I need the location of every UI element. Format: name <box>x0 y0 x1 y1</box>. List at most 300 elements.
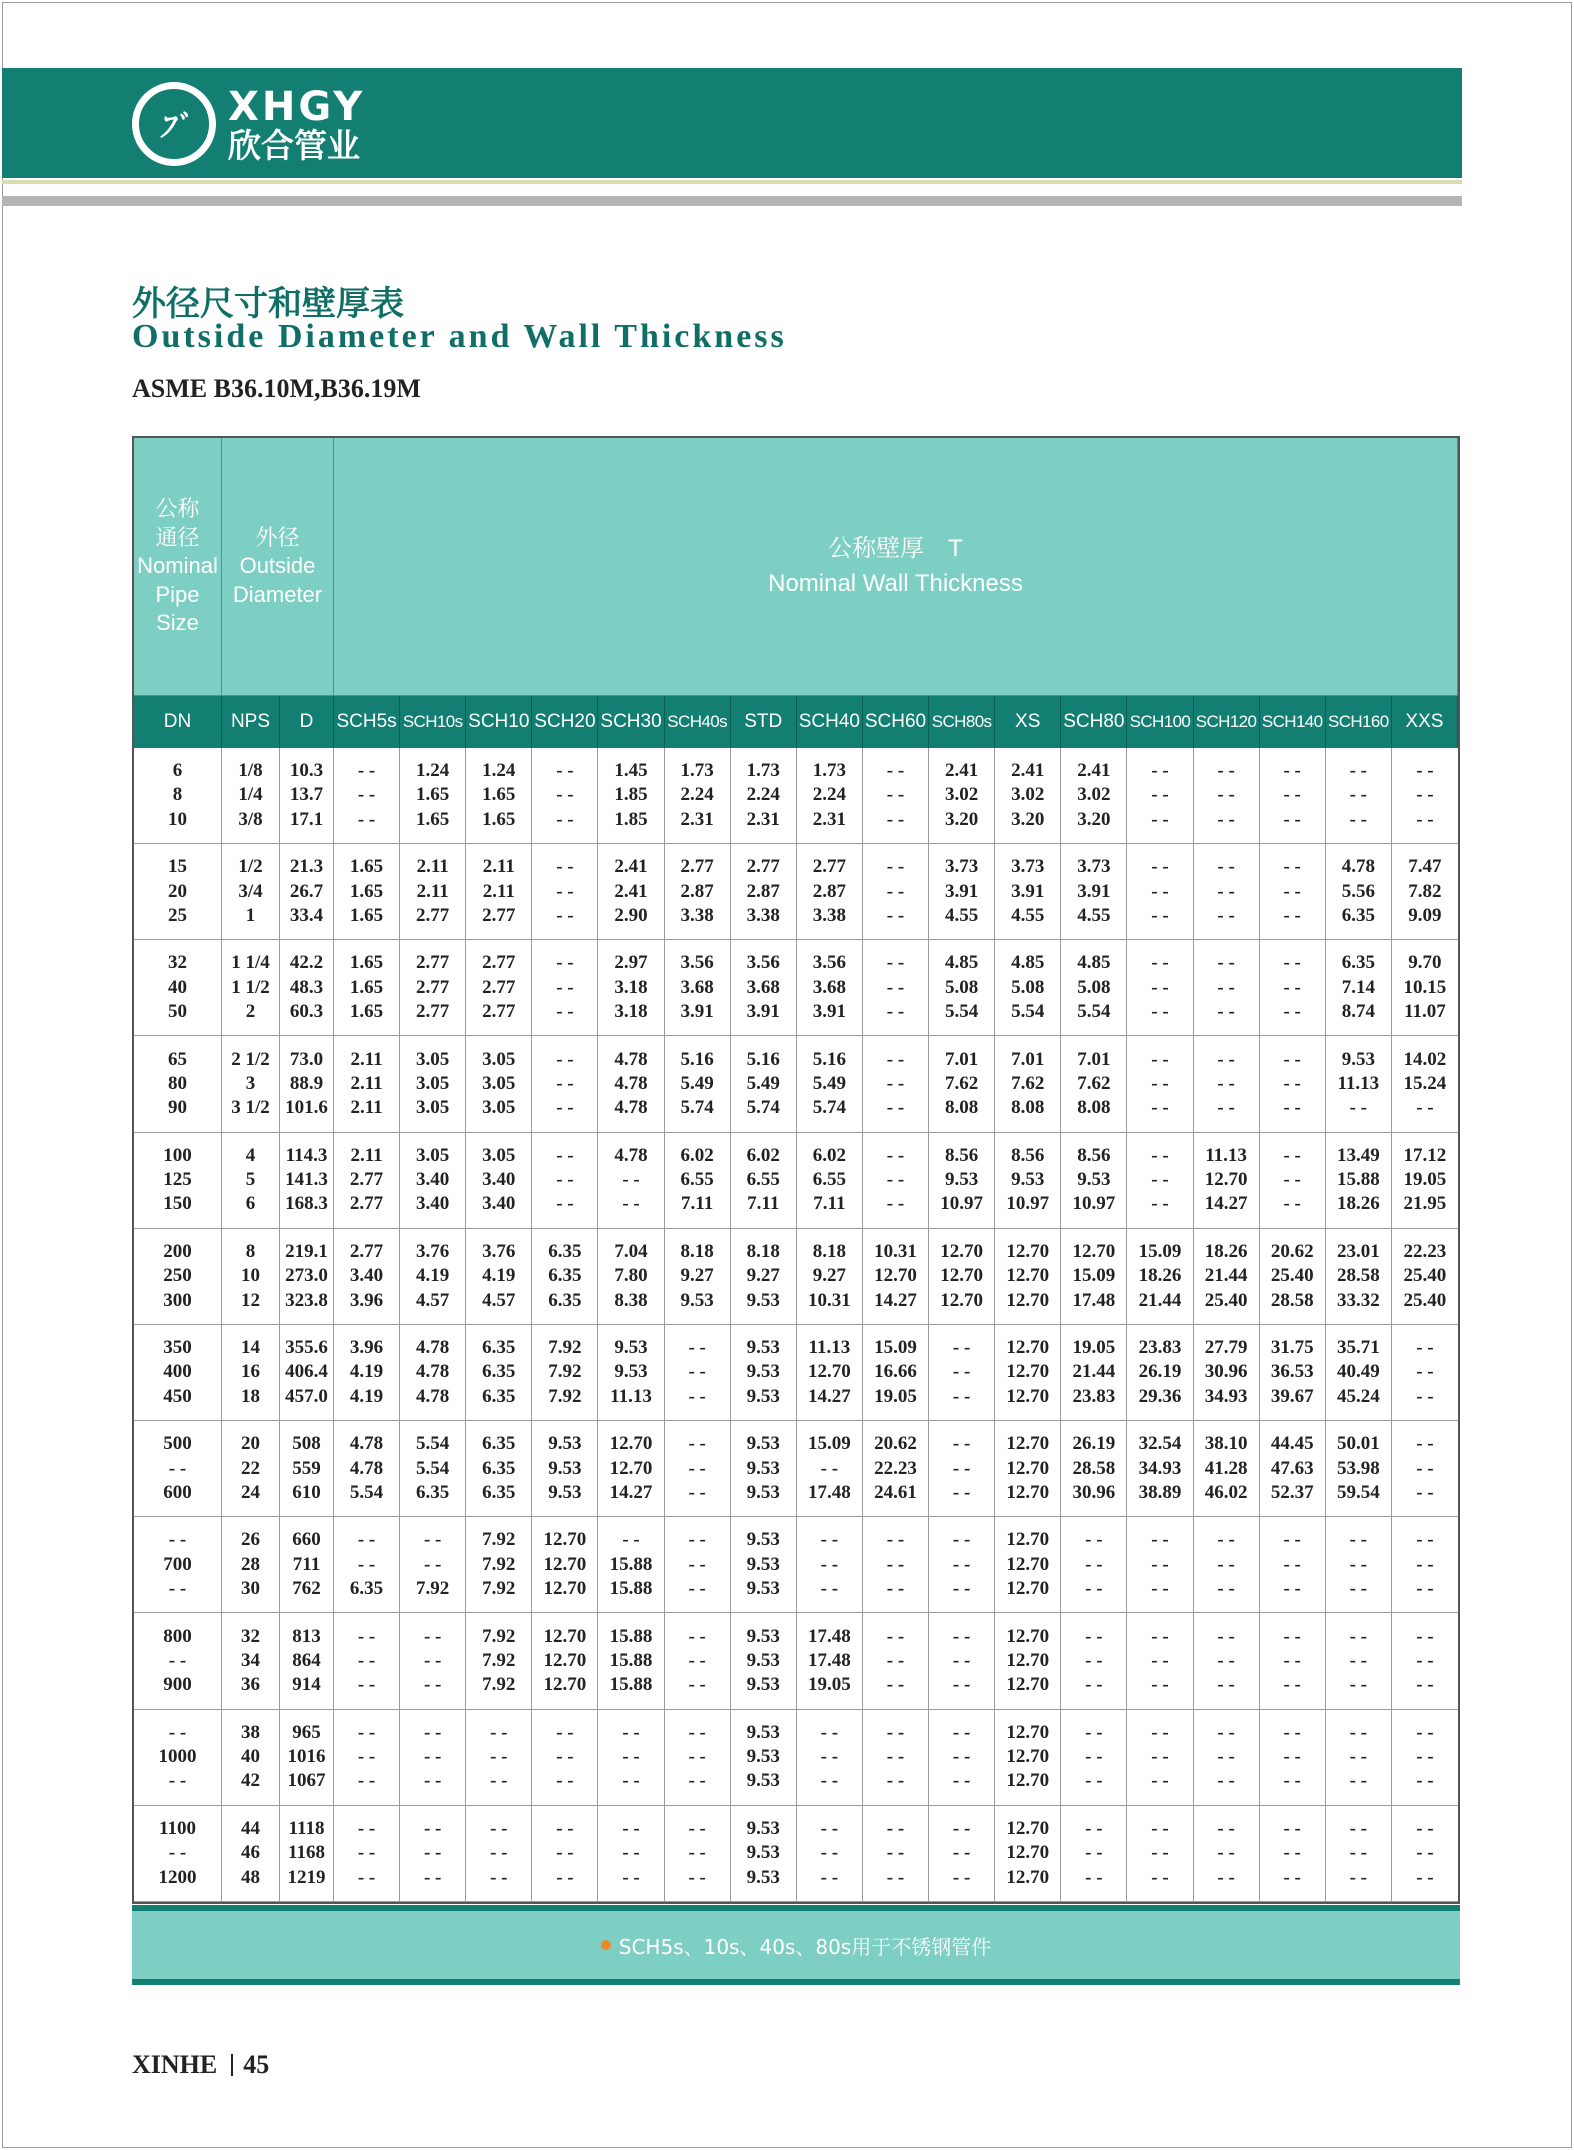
table-value: 6.35 <box>482 1457 516 1479</box>
table-value: - - <box>1416 1674 1434 1696</box>
table-value: - - <box>556 1866 574 1888</box>
table-value: 5.54 <box>349 1481 384 1503</box>
table-value: - - <box>1416 1529 1434 1551</box>
table-value: - - <box>886 1866 905 1888</box>
table-value: - - <box>357 760 376 782</box>
table-value: 2.11 <box>350 1048 383 1070</box>
table-value: 9.53 <box>746 1553 780 1575</box>
table-cell-group <box>995 748 1061 844</box>
table-value: - - <box>886 1097 905 1119</box>
table-value: - - <box>1349 1529 1368 1551</box>
table-value: 5.49 <box>812 1072 846 1094</box>
table-cell-group <box>1194 844 1260 940</box>
table-value: 2.77 <box>416 952 450 974</box>
table-value: 25.40 <box>1270 1265 1314 1287</box>
wall-thickness-table <box>132 436 1460 1904</box>
table-value: 5.49 <box>746 1072 780 1094</box>
table-value: - - <box>1151 1721 1169 1743</box>
table-value: - - <box>952 1770 971 1792</box>
table-cell-group <box>1127 1613 1193 1709</box>
table-cell-group <box>929 1806 995 1902</box>
table-cell-group <box>334 940 400 1036</box>
table-cell-group <box>334 1517 400 1613</box>
table-value: 25.40 <box>1204 1289 1248 1311</box>
table-cell-group <box>400 1229 466 1325</box>
table-value: - - <box>820 1770 839 1792</box>
table-value: - - <box>886 1553 905 1575</box>
table-value: - - <box>1283 880 1301 902</box>
table-value: - - <box>1283 1193 1301 1215</box>
table-value: 23.83 <box>1138 1337 1182 1359</box>
table-value: - - <box>1217 880 1235 902</box>
table-cell-group <box>466 1613 532 1709</box>
table-value: - - <box>622 1866 640 1888</box>
table-value: 7.47 <box>1408 856 1442 878</box>
table-cell-group <box>1194 1517 1260 1613</box>
table-value: - - <box>556 1097 574 1119</box>
table-value: 8.18 <box>746 1240 780 1262</box>
table-value: - - <box>556 880 574 902</box>
table-cell-group <box>400 1133 466 1229</box>
table-cell-group <box>929 1229 995 1325</box>
table-value: 4.85 <box>1077 952 1111 974</box>
table-value: 4.57 <box>482 1289 516 1311</box>
table-cell-group <box>280 1517 334 1613</box>
table-value: 90 <box>168 1097 187 1119</box>
table-value: 168.3 <box>285 1193 328 1215</box>
table-value: - - <box>556 904 574 926</box>
table-cell-group <box>1127 748 1193 844</box>
table-value: 39.67 <box>1270 1385 1314 1407</box>
table-value: - - <box>886 1048 905 1070</box>
table-value: 46.02 <box>1204 1481 1248 1503</box>
table-value: - - <box>1283 1001 1301 1023</box>
table-cell-group <box>1326 940 1392 1036</box>
table-value: 28.58 <box>1072 1457 1116 1479</box>
table-value: 8.08 <box>1011 1097 1045 1119</box>
table-cell-group <box>466 1710 532 1806</box>
table-value: - - <box>820 1457 839 1479</box>
table-value: 7.62 <box>944 1072 979 1094</box>
table-value: 800 <box>163 1625 192 1647</box>
table-value: - - <box>423 1866 442 1888</box>
column-header: SCH100 <box>1127 696 1193 748</box>
table-value: 15.88 <box>609 1625 653 1647</box>
table-value: - - <box>1283 1625 1301 1647</box>
table-cell-group <box>863 1229 929 1325</box>
table-cell-group <box>1061 1325 1127 1421</box>
table-value: - - <box>423 1529 442 1551</box>
table-value: - - <box>168 1529 187 1551</box>
table-value: 4.78 <box>1341 856 1375 878</box>
table-value: 4.19 <box>482 1265 516 1287</box>
table-value: 3.38 <box>680 904 714 926</box>
table-value: 1.73 <box>746 760 780 782</box>
table-cell-group <box>598 1229 664 1325</box>
table-value: 10.97 <box>940 1193 983 1215</box>
table-cell-group <box>1260 940 1326 1036</box>
table-value: 6.02 <box>812 1144 846 1166</box>
table-value: - - <box>1349 1097 1368 1119</box>
table-value: 200 <box>163 1240 192 1262</box>
table-value: - - <box>1085 1866 1103 1888</box>
table-value: - - <box>1283 976 1301 998</box>
table-value: 12.70 <box>1006 1817 1050 1839</box>
table-cell-group <box>400 1806 466 1902</box>
table-value: - - <box>820 1842 839 1864</box>
table-value: 16 <box>241 1361 260 1383</box>
table-value: 3.56 <box>746 952 780 974</box>
table-cell-group <box>665 1421 731 1517</box>
table-cell-group <box>134 1036 222 1132</box>
column-header: SCH160 <box>1326 696 1392 748</box>
table-value: 15.88 <box>1336 1169 1380 1191</box>
table-value: - - <box>423 1817 442 1839</box>
table-value: - - <box>556 1001 574 1023</box>
table-value: 10.15 <box>1403 976 1447 998</box>
table-cell-group <box>929 1517 995 1613</box>
table-value: 1 1/2 <box>231 976 270 998</box>
table-value: - - <box>952 1385 971 1407</box>
table-value: 9.09 <box>1408 904 1442 926</box>
table-cell-group <box>1392 1229 1458 1325</box>
table-value: 18.26 <box>1138 1265 1182 1287</box>
table-value: 12.70 <box>940 1240 983 1262</box>
table-value: - - <box>357 1649 376 1671</box>
table-value: 26.7 <box>289 880 324 902</box>
table-value: - - <box>1416 1457 1434 1479</box>
table-value: 3.73 <box>944 856 979 878</box>
table-cell-group <box>280 1036 334 1132</box>
table-value: - - <box>952 1817 971 1839</box>
table-value: 762 <box>292 1578 321 1600</box>
table-cell-group <box>863 1421 929 1517</box>
table-cell-group <box>731 1133 797 1229</box>
table-cell-group <box>334 1710 400 1806</box>
table-cell-group <box>929 1036 995 1132</box>
table-value: 40 <box>168 976 187 998</box>
table-value: 7.14 <box>1341 976 1375 998</box>
table-value: 3.05 <box>482 1097 516 1119</box>
table-value: 5.16 <box>680 1048 714 1070</box>
table-value: - - <box>1217 1001 1235 1023</box>
table-cell-group <box>222 1421 280 1517</box>
table-value: 22.23 <box>874 1457 917 1479</box>
table-value: 7.01 <box>1077 1048 1111 1070</box>
table-value: 3.76 <box>482 1240 516 1262</box>
bullet-icon <box>601 1940 611 1950</box>
table-value: - - <box>1283 856 1301 878</box>
page-title-en: Outside Diameter and Wall Thickness <box>132 318 787 355</box>
table-value: 28 <box>241 1553 260 1575</box>
table-value: - - <box>1283 904 1301 926</box>
header-text: Diameter <box>232 581 323 607</box>
footer-separator <box>231 2054 233 2076</box>
table-value: 3.02 <box>1077 784 1111 806</box>
table-value: 42 <box>241 1770 260 1792</box>
table-value: 3.91 <box>812 1001 846 1023</box>
table-value: 30.96 <box>1072 1481 1116 1503</box>
table-value: 4.78 <box>614 1144 648 1166</box>
table-value: 7.92 <box>548 1337 582 1359</box>
table-value: 10.31 <box>808 1289 851 1311</box>
page-footer <box>132 2050 269 2080</box>
table-cell-group <box>1326 1133 1392 1229</box>
table-value: 6.02 <box>680 1144 714 1166</box>
table-value: - - <box>886 1746 905 1768</box>
table-value: 864 <box>292 1649 321 1671</box>
table-value: 38.89 <box>1138 1481 1182 1503</box>
table-value: - - <box>952 1337 971 1359</box>
table-value: 12.70 <box>543 1529 587 1551</box>
header-text: Nominal <box>137 553 218 579</box>
table-value: - - <box>1416 1866 1434 1888</box>
table-value: 4.55 <box>1011 904 1045 926</box>
table-value: - - <box>490 1817 508 1839</box>
table-cell-group <box>665 1325 731 1421</box>
table-value: 17.1 <box>289 808 324 830</box>
column-header: SCH5s <box>334 696 400 748</box>
table-value: - - <box>1217 1553 1235 1575</box>
table-value: - - <box>1349 808 1368 830</box>
table-value: 44.45 <box>1270 1433 1314 1455</box>
table-value: 18 <box>241 1385 260 1407</box>
table-value: 323.8 <box>285 1289 328 1311</box>
header-outside-diameter <box>222 438 334 696</box>
table-value: 17.48 <box>808 1625 851 1647</box>
table-cell-group <box>1392 940 1458 1036</box>
table-value: - - <box>556 1746 574 1768</box>
table-value: 10.31 <box>874 1240 917 1262</box>
table-value: 3.02 <box>944 784 979 806</box>
table-value: 25.40 <box>1403 1265 1447 1287</box>
table-value: - - <box>952 1866 971 1888</box>
table-cell-group <box>280 1229 334 1325</box>
table-value: 9.53 <box>746 1649 780 1671</box>
table-value: 7.92 <box>482 1674 516 1696</box>
table-value: - - <box>1416 1770 1434 1792</box>
table-value: - - <box>1416 1433 1434 1455</box>
table-value: 2.41 <box>1011 760 1045 782</box>
footnote-bar <box>132 1905 1460 1985</box>
table-value: - - <box>952 1625 971 1647</box>
table-value: 4.55 <box>944 904 979 926</box>
table-cell-group <box>532 1421 598 1517</box>
table-cell-group <box>797 1710 863 1806</box>
table-value: 1.65 <box>482 808 516 830</box>
table-value: 114.3 <box>285 1144 328 1166</box>
table-value: 12.70 <box>1006 1385 1050 1407</box>
table-cell-group <box>134 1421 222 1517</box>
header-text: Nominal Wall Thickness <box>768 569 1023 597</box>
table-value: - - <box>688 1721 706 1743</box>
table-value: 5.54 <box>1011 1001 1045 1023</box>
table-cell-group <box>400 1036 466 1132</box>
table-cell-group <box>929 844 995 940</box>
table-value: - - <box>1349 1625 1368 1647</box>
table-value: - - <box>1283 952 1301 974</box>
table-value: - - <box>1283 1578 1301 1600</box>
table-value: 12.70 <box>940 1289 983 1311</box>
table-value: - - <box>886 1001 905 1023</box>
table-cell-group <box>863 1517 929 1613</box>
table-cell-group <box>731 1517 797 1613</box>
table-value: - - <box>886 784 905 806</box>
table-value: 1100 <box>159 1817 196 1839</box>
table-value: 9.53 <box>746 1457 780 1479</box>
table-value: 65 <box>168 1048 187 1070</box>
table-cell-group <box>1194 1710 1260 1806</box>
table-value: 3.18 <box>614 1001 648 1023</box>
table-cell-group <box>1326 844 1392 940</box>
table-value: - - <box>423 1649 442 1671</box>
table-value: - - <box>1283 1169 1301 1191</box>
table-value: - - <box>1085 1674 1103 1696</box>
table-cell-group <box>280 1133 334 1229</box>
table-value: 8.18 <box>812 1240 846 1262</box>
table-value: 5.08 <box>1077 976 1111 998</box>
table-value: 7.01 <box>1011 1048 1045 1070</box>
logo-icon <box>132 82 216 166</box>
table-value: 3.02 <box>1011 784 1045 806</box>
table-value: 12.70 <box>1006 1866 1050 1888</box>
table-value: 2.41 <box>614 880 648 902</box>
table-cell-group <box>532 1613 598 1709</box>
table-value: 2.87 <box>746 880 780 902</box>
table-value: 600 <box>163 1481 192 1503</box>
table-value: - - <box>1349 1866 1368 1888</box>
table-value: 2.77 <box>680 856 714 878</box>
table-cell-group <box>863 844 929 940</box>
table-value: 19.05 <box>1403 1169 1447 1191</box>
table-cell-group <box>797 748 863 844</box>
table-value: 38.10 <box>1204 1433 1248 1455</box>
table-value: 12.70 <box>1006 1674 1050 1696</box>
table-value: - - <box>1283 1866 1301 1888</box>
table-value: - - <box>357 1746 376 1768</box>
table-value: 4.19 <box>416 1265 450 1287</box>
table-value: 9.53 <box>746 1746 780 1768</box>
table-value: 2.77 <box>482 1001 516 1023</box>
table-value: 7.92 <box>548 1361 582 1383</box>
table-value: 1000 <box>158 1746 197 1768</box>
table-value: 3/8 <box>238 808 263 830</box>
table-cell-group <box>532 1710 598 1806</box>
table-value: 1.24 <box>416 760 450 782</box>
table-cell-group <box>863 940 929 1036</box>
table-value: - - <box>556 976 574 998</box>
table-cell-group <box>598 1421 664 1517</box>
table-value: - - <box>886 1649 905 1671</box>
table-cell-group <box>1260 1613 1326 1709</box>
table-cell-group <box>280 1710 334 1806</box>
table-value: 25 <box>168 904 187 926</box>
table-cell-group <box>280 940 334 1036</box>
table-value: - - <box>1085 1721 1103 1743</box>
table-cell-group <box>134 748 222 844</box>
table-value: 19.05 <box>1072 1337 1116 1359</box>
table-value: - - <box>168 1578 187 1600</box>
table-cell-group <box>665 1229 731 1325</box>
table-cell-group <box>222 844 280 940</box>
table-value: - - <box>1283 760 1301 782</box>
table-cell-group <box>466 844 532 940</box>
table-value: - - <box>357 1529 376 1551</box>
table-value: 6.35 <box>349 1578 384 1600</box>
table-value: 9.53 <box>614 1337 648 1359</box>
table-value: 9.53 <box>746 1625 780 1647</box>
table-value: 7.92 <box>416 1578 450 1600</box>
column-header: SCH10s <box>400 696 466 748</box>
table-value: - - <box>886 1169 905 1191</box>
table-value: - - <box>1416 1385 1434 1407</box>
table-cell-group <box>532 748 598 844</box>
table-value: 355.6 <box>285 1337 328 1359</box>
table-cell-group <box>929 1421 995 1517</box>
table-value: - - <box>1151 1048 1169 1070</box>
table-value: - - <box>357 1721 376 1743</box>
table-value: - - <box>1217 1817 1235 1839</box>
table-value: 1.73 <box>812 760 846 782</box>
table-value: - - <box>1151 1072 1169 1094</box>
table-cell-group <box>665 1517 731 1613</box>
table-value: - - <box>1349 760 1368 782</box>
table-value: - - <box>1416 1746 1434 1768</box>
table-value: 125 <box>163 1169 192 1191</box>
table-value: 38 <box>241 1721 260 1743</box>
table-value: - - <box>1217 1866 1235 1888</box>
brand-name-en: XHGY <box>228 83 366 130</box>
table-value: 24 <box>241 1481 260 1503</box>
table-value: 36 <box>241 1674 260 1696</box>
table-value: - - <box>952 1457 971 1479</box>
table-value: 3.91 <box>746 1001 780 1023</box>
table-value: - - <box>1151 1674 1169 1696</box>
table-cell-group <box>134 1806 222 1902</box>
table-value: 9.27 <box>746 1265 780 1287</box>
table-cell-group <box>532 1806 598 1902</box>
table-value: 4.85 <box>944 952 979 974</box>
table-value: - - <box>1416 1097 1434 1119</box>
table-value: 813 <box>292 1625 321 1647</box>
table-cell-group <box>995 1710 1061 1806</box>
table-value: 1 1/4 <box>231 952 270 974</box>
table-value: - - <box>1217 1770 1235 1792</box>
table-value: - - <box>1283 1842 1301 1864</box>
table-value: - - <box>490 1721 508 1743</box>
table-value: - - <box>688 1553 706 1575</box>
brand-logo <box>132 82 365 166</box>
column-header: SCH40s <box>665 696 731 748</box>
table-value: - - <box>1085 1553 1103 1575</box>
table-value: - - <box>1217 976 1235 998</box>
table-value: 1.65 <box>416 784 450 806</box>
table-value: 15.09 <box>874 1337 917 1359</box>
table-value: 100 <box>163 1144 192 1166</box>
table-cell-group <box>532 1517 598 1613</box>
table-value: - - <box>1217 1072 1235 1094</box>
table-value: - - <box>1085 1649 1103 1671</box>
table-value: - - <box>1416 760 1434 782</box>
column-header: XS <box>995 696 1061 748</box>
table-value: 300 <box>163 1289 192 1311</box>
table-value: 14.27 <box>874 1289 917 1311</box>
table-cell-group <box>466 1036 532 1132</box>
table-cell-group <box>222 1229 280 1325</box>
table-cell-group <box>222 1133 280 1229</box>
table-value: 6.35 <box>1341 952 1375 974</box>
table-value: 711 <box>292 1553 321 1575</box>
